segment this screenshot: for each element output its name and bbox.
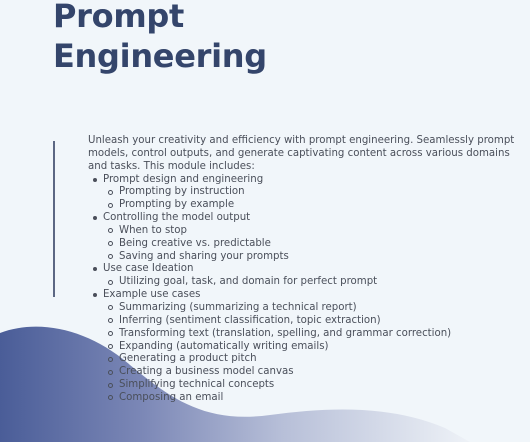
list-item bbox=[103, 289, 518, 405]
module-topic-list bbox=[88, 174, 518, 405]
list-item: Creating a business model canvas bbox=[119, 366, 518, 379]
list-item: Prompting by instruction bbox=[119, 186, 518, 199]
list-item: Composing an email bbox=[119, 392, 518, 405]
section-label: Prompt design and engineering bbox=[103, 173, 264, 185]
title-line-2: Engineering bbox=[53, 37, 267, 75]
accent-rule bbox=[53, 141, 55, 297]
section-label: Controlling the model output bbox=[103, 212, 251, 224]
section-label: Use case Ideation bbox=[103, 263, 194, 275]
sub-topic-list bbox=[103, 225, 518, 264]
list-item bbox=[103, 174, 518, 213]
module-description bbox=[88, 135, 518, 405]
list-item: Transforming text (translation, spelling, and grammar correction) bbox=[119, 328, 518, 341]
list-item bbox=[103, 212, 518, 263]
sub-topic-list bbox=[103, 276, 518, 289]
list-item: Utilizing goal, task, and domain for perfect prompt bbox=[119, 276, 518, 289]
list-item: Simplifying technical concepts bbox=[119, 379, 518, 392]
list-item: Saving and sharing your prompts bbox=[119, 251, 518, 264]
list-item bbox=[103, 263, 518, 289]
list-item: Generating a product pitch bbox=[119, 353, 518, 366]
intro-paragraph: Unleash your creativity and efficiency with prompt engineering. Seamlessly prompt models, control outputs, and generate captivating content across various domains and tasks. This module includes: bbox=[88, 135, 515, 172]
title-line-1: Prompt bbox=[53, 0, 184, 35]
list-item: Summarizing (summarizing a technical report) bbox=[119, 302, 518, 315]
list-item: Prompting by example bbox=[119, 199, 518, 212]
section-label: Example use cases bbox=[103, 289, 201, 301]
sub-topic-list bbox=[103, 186, 518, 212]
page-title bbox=[53, 0, 267, 76]
list-item: Inferring (sentiment classification, topic extraction) bbox=[119, 315, 518, 328]
list-item: Being creative vs. predictable bbox=[119, 238, 518, 251]
sub-topic-list bbox=[103, 302, 518, 405]
list-item: Expanding (automatically writing emails) bbox=[119, 341, 518, 354]
list-item: When to stop bbox=[119, 225, 518, 238]
